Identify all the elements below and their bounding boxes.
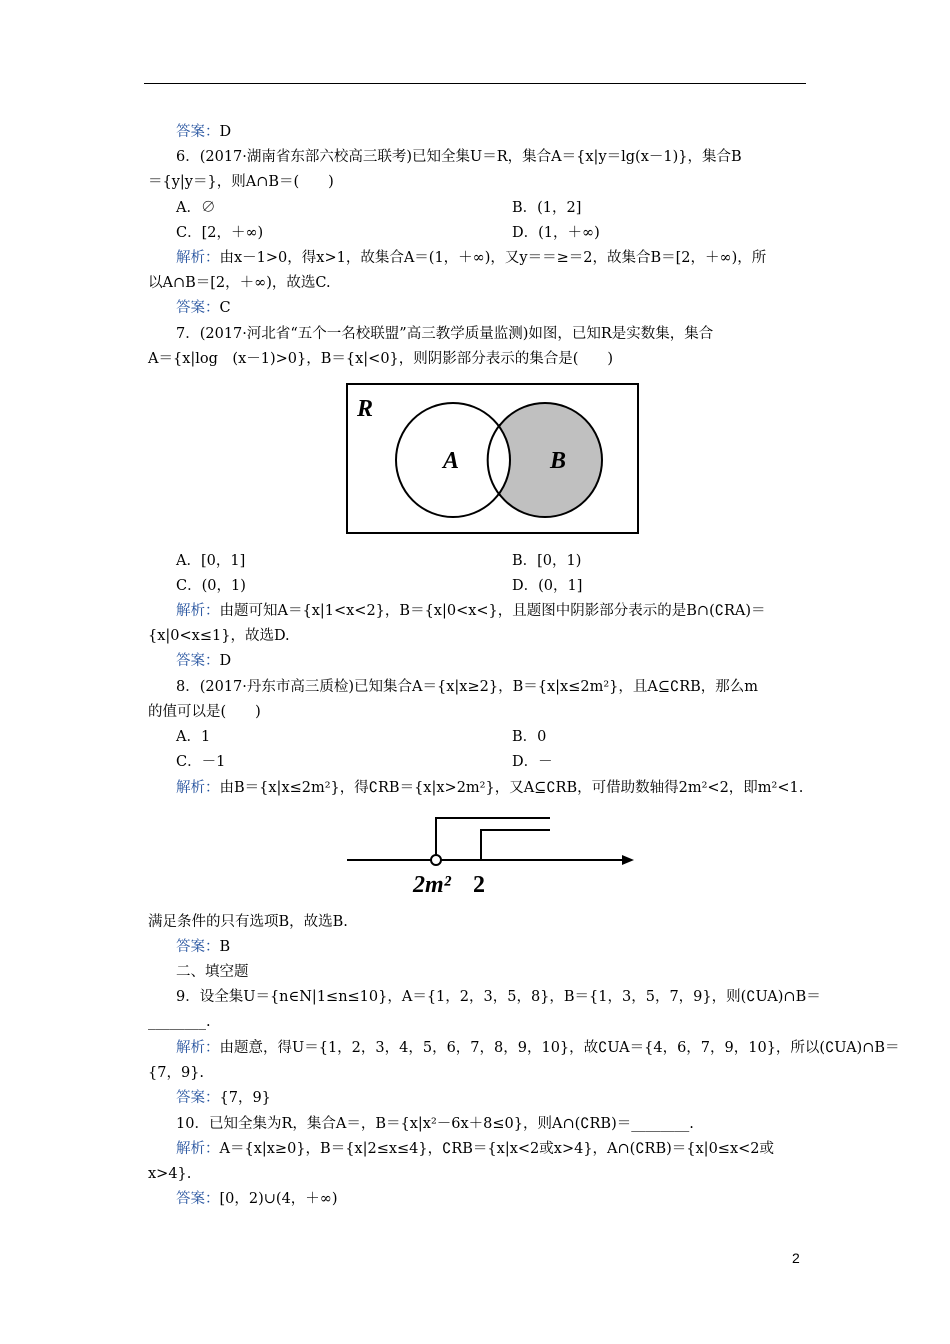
section-heading: 二、填空题 xyxy=(176,964,249,980)
q6-option-d: D．(1，＋∞) xyxy=(512,225,600,241)
q8-option-c: C．－1 xyxy=(176,754,226,770)
q8-stem-line2: 的值可以是( ) xyxy=(148,704,261,720)
axis-arrow xyxy=(622,855,634,865)
open-point xyxy=(431,855,441,865)
q6-explanation-line1: 解析：由x－1>0，得x>1，故集合A＝(1，＋∞)，又y＝＝≥＝2，故集合B＝[2，＋∞)，所 xyxy=(176,250,767,266)
complement-b-bracket xyxy=(481,830,550,860)
q9-answer: 答案：{7，9} xyxy=(176,1090,271,1106)
page-number: 2 xyxy=(792,1250,800,1266)
q7-option-d: D．(0，1] xyxy=(512,578,583,594)
q8-stem-line1: 8．(2017·丹东市高三质检)已知集合A＝{x|x≥2}，B＝{x|x≤2m²}，且A⊆∁RB，那么m xyxy=(176,679,759,695)
q10-explanation-line2: x>4}. xyxy=(148,1166,192,1182)
q6-explanation-line2: 以A∩B＝[2，＋∞)，故选C. xyxy=(148,275,331,291)
q6-answer: 答案：C xyxy=(176,300,231,316)
axis-label-2: 2 xyxy=(473,872,485,898)
q6-option-a: A．∅ xyxy=(176,200,216,216)
q9-stem-line2: ________. xyxy=(148,1014,211,1030)
number-line xyxy=(340,810,640,900)
q7-stem-line2: A＝{x|log (x－1)>0}，B＝{x|<0}，则阴影部分表示的集合是( ) xyxy=(148,351,614,367)
q8-explanation-line2: 满足条件的只有选项B，故选B. xyxy=(148,914,348,930)
q8-explanation-line1: 解析：由B＝{x|x≤2m²}，得∁RB＝{x|x>2m²}，又A⊆∁RB，可借助数轴得2m²<2，即m²<1. xyxy=(176,780,804,796)
q7-option-a: A．[0，1] xyxy=(176,553,246,569)
q8-answer: 答案：B xyxy=(176,939,231,955)
q6-option-b: B．(1，2] xyxy=(512,200,582,216)
q9-explanation-line1: 解析：由题意，得U＝{1，2，3，4，5，6，7，8，9，10}，故∁UA＝{4，6，7，9，10}，所以(∁UA)∩B＝ xyxy=(176,1040,900,1056)
q7-option-b: B．[0，1) xyxy=(512,553,582,569)
q7-stem-line1: 7．(2017·河北省“五个一名校联盟”高三教学质量监测)如图，已知R是实数集，集合 xyxy=(176,326,714,342)
set-b-label: B xyxy=(550,448,567,474)
set-a-bracket xyxy=(436,818,550,855)
q7-explanation-line2: {x|0<x≤1}，故选D. xyxy=(148,628,290,644)
q8-option-b: B．0 xyxy=(512,729,547,745)
q10-explanation-line1: 解析：A＝{x|x≥0}，B＝{x|2≤x≤4}，∁RB＝{x|x<2或x>4}，A∩(∁RB)＝{x|0≤x<2或 xyxy=(176,1141,774,1157)
q8-option-a: A．1 xyxy=(176,729,211,745)
q8-option-d: D．－ xyxy=(512,754,553,770)
q10-stem: 10．已知全集为R，集合A＝，B＝{x|x²－6x＋8≤0}，则A∩(∁RB)＝________. xyxy=(176,1116,694,1132)
universe-label: R xyxy=(357,396,374,422)
set-a-label: A xyxy=(443,448,460,474)
header-rule xyxy=(144,83,806,84)
q7-answer: 答案：D xyxy=(176,653,232,669)
venn-diagram xyxy=(345,382,641,536)
q6-stem-line2: ＝{y|y＝}，则A∩B＝( ) xyxy=(148,174,334,190)
q7-explanation-line1: 解析：由题可知A＝{x|1<x<2}，B＝{x|0<x<}，且题图中阴影部分表示的是B∩(∁RA)＝ xyxy=(176,603,766,619)
answer-5: 答案：D xyxy=(176,124,232,140)
q6-option-c: C．[2，＋∞) xyxy=(176,225,264,241)
q6-stem-line1: 6．(2017·湖南省东部六校高三联考)已知全集U＝R，集合A＝{x|y＝lg(x－1)}，集合B xyxy=(176,149,742,165)
q10-answer: 答案：[0，2)∪(4，＋∞) xyxy=(176,1191,338,1207)
q7-option-c: C．(0，1) xyxy=(176,578,246,594)
q9-stem-line1: 9．设全集U＝{n∈N|1≤n≤10}，A＝{1，2，3，5，8}，B＝{1，3，5，7，9}，则(∁UA)∩B＝ xyxy=(176,989,821,1005)
q9-explanation-line2: {7，9}. xyxy=(148,1065,205,1081)
axis-label-2m2: 2m² xyxy=(413,872,451,898)
